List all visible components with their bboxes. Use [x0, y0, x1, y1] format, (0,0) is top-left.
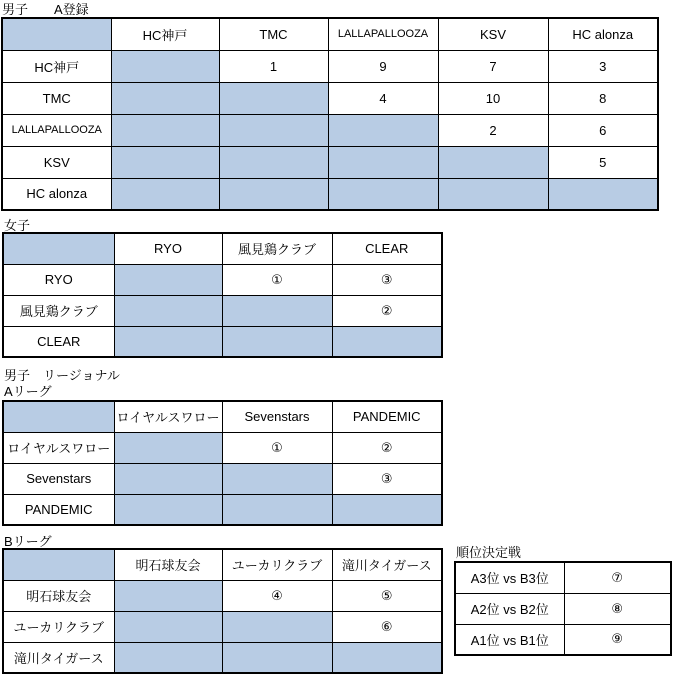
match-cell [332, 326, 442, 357]
column-header: TMC [219, 18, 328, 50]
match-cell [114, 611, 222, 642]
placement-match-label: A1位 vs B1位 [455, 624, 564, 655]
match-cell [111, 178, 219, 210]
corner-cell [3, 233, 114, 264]
column-header: ユーカリクラブ [222, 549, 332, 580]
regional-title: 男子 リージョナル [4, 368, 120, 383]
match-cell: 8 [548, 82, 658, 114]
match-cell [114, 463, 222, 494]
column-header: 風見鶏クラブ [222, 233, 332, 264]
corner-cell [2, 18, 111, 50]
match-cell: ④ [222, 580, 332, 611]
row-header: HC神戸 [2, 50, 111, 82]
row-header: KSV [2, 146, 111, 178]
match-cell: ⑤ [332, 580, 442, 611]
match-cell [548, 178, 658, 210]
match-cell [332, 642, 442, 673]
match-cell [222, 642, 332, 673]
match-cell [219, 82, 328, 114]
women-table [2, 232, 443, 358]
row-header: Sevenstars [3, 463, 114, 494]
column-header: Sevenstars [222, 401, 332, 432]
match-cell: 5 [548, 146, 658, 178]
match-cell [111, 50, 219, 82]
match-cell [114, 295, 222, 326]
match-cell: 9 [328, 50, 438, 82]
match-cell [222, 295, 332, 326]
column-header: LALLAPALLOOZA [328, 18, 438, 50]
row-header: CLEAR [3, 326, 114, 357]
match-cell: ① [222, 432, 332, 463]
placement-match-number: ⑦ [564, 562, 671, 593]
placement-match-label: A2位 vs B2位 [455, 593, 564, 624]
row-header: HC alonza [2, 178, 111, 210]
match-cell [222, 463, 332, 494]
match-cell [114, 264, 222, 295]
league-a-table [2, 400, 443, 526]
row-header: 風見鶏クラブ [3, 295, 114, 326]
match-cell: ① [222, 264, 332, 295]
column-header: CLEAR [332, 233, 442, 264]
row-header: RYO [3, 264, 114, 295]
placement-match-number: ⑧ [564, 593, 671, 624]
column-header: HC神戸 [111, 18, 219, 50]
row-header: ロイヤルスワロー [3, 432, 114, 463]
column-header: ロイヤルスワロー [114, 401, 222, 432]
match-cell [114, 580, 222, 611]
corner-cell [3, 549, 114, 580]
match-cell [219, 114, 328, 146]
match-cell [222, 494, 332, 525]
league-a-title: Aリーグ [4, 384, 52, 399]
women-title: 女子 [4, 218, 31, 233]
match-cell [328, 114, 438, 146]
match-cell: 4 [328, 82, 438, 114]
row-header: LALLAPALLOOZA [2, 114, 111, 146]
match-cell: ③ [332, 463, 442, 494]
men-a-title: 男子 A登録 [2, 2, 89, 17]
match-cell [111, 146, 219, 178]
match-cell: ② [332, 295, 442, 326]
match-cell [219, 146, 328, 178]
placement-title: 順位決定戦 [456, 545, 522, 560]
match-cell: 1 [219, 50, 328, 82]
placement-match-number: ⑨ [564, 624, 671, 655]
match-cell: ② [332, 432, 442, 463]
match-cell: 7 [438, 50, 548, 82]
row-header: 明石球友会 [3, 580, 114, 611]
column-header: KSV [438, 18, 548, 50]
column-header: HC alonza [548, 18, 658, 50]
placement-match-label: A3位 vs B3位 [455, 562, 564, 593]
match-cell: 6 [548, 114, 658, 146]
match-cell [222, 611, 332, 642]
match-cell [219, 178, 328, 210]
match-cell: ③ [332, 264, 442, 295]
match-cell [114, 326, 222, 357]
league-b-table [2, 548, 443, 674]
match-cell [438, 178, 548, 210]
placement-table [454, 561, 672, 656]
match-cell [111, 82, 219, 114]
match-cell [332, 494, 442, 525]
row-header: ユーカリクラブ [3, 611, 114, 642]
column-header: 滝川タイガース [332, 549, 442, 580]
match-cell: 10 [438, 82, 548, 114]
match-cell: 2 [438, 114, 548, 146]
match-cell [114, 432, 222, 463]
match-cell [222, 326, 332, 357]
match-cell: ⑥ [332, 611, 442, 642]
match-cell [114, 494, 222, 525]
column-header: PANDEMIC [332, 401, 442, 432]
league-b-title: Bリーグ [4, 534, 52, 549]
match-cell [328, 146, 438, 178]
column-header: RYO [114, 233, 222, 264]
corner-cell [3, 401, 114, 432]
column-header: 明石球友会 [114, 549, 222, 580]
match-cell [111, 114, 219, 146]
match-cell [328, 178, 438, 210]
match-cell [438, 146, 548, 178]
row-header: 滝川タイガース [3, 642, 114, 673]
match-cell [114, 642, 222, 673]
row-header: PANDEMIC [3, 494, 114, 525]
row-header: TMC [2, 82, 111, 114]
men-a-table [1, 17, 659, 211]
match-cell: 3 [548, 50, 658, 82]
